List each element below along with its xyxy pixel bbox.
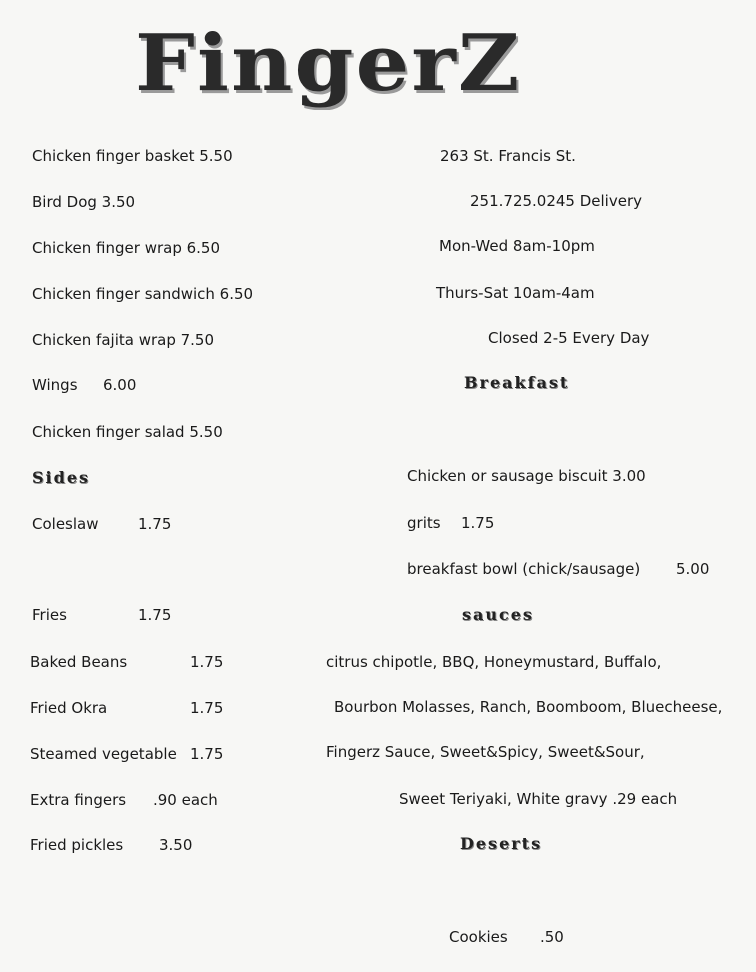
side-item-name: Coleslaw [32,515,99,533]
menu-item: Chicken finger wrap 6.50 [32,239,221,257]
sauce-line: citrus chipotle, BBQ, Honeymustard, Buffalo, [326,653,662,671]
side-item-price: 3.50 [159,836,193,854]
menu-item-name: Wings [32,376,78,394]
menu-item: Chicken finger salad 5.50 [32,423,223,441]
menu-item-price: 6.00 [103,376,137,394]
side-item-price: .90 each [153,791,218,809]
breakfast-item: Chicken or sausage biscuit 3.00 [407,467,646,485]
side-item-price: 1.75 [190,699,224,717]
side-item-name: Fries [32,606,67,624]
menu-item: Chicken finger sandwich 6.50 [32,285,254,303]
side-item-price: 1.75 [190,745,224,763]
address: 263 St. Francis St. [440,147,576,165]
sauces-heading: sauces [462,605,534,624]
breakfast-heading: Breakfast [464,373,570,392]
breakfast-item-name: grits [407,514,441,532]
side-item-name: Fried pickles [30,836,124,854]
menu-item: Chicken finger basket 5.50 [32,147,233,165]
breakfast-item-name: breakfast bowl (chick/sausage) [407,560,641,578]
breakfast-item-price: 1.75 [461,514,495,532]
menu-item: Chicken fajita wrap 7.50 [32,331,215,349]
menu-item: Bird Dog 3.50 [32,193,136,211]
side-item-name: Baked Beans [30,653,128,671]
menu-title: FingerZ [135,18,522,109]
side-item-name: Steamed vegetable [30,745,177,763]
side-item-name: Extra fingers [30,791,127,809]
side-item-price: 1.75 [190,653,224,671]
sauce-line: Sweet Teriyaki, White gravy .29 each [399,790,678,808]
hours-thurs-sat: Thurs-Sat 10am-4am [436,284,595,302]
deserts-heading: Deserts [460,834,543,853]
phone: 251.725.0245 Delivery [470,192,643,210]
closed-note: Closed 2-5 Every Day [488,329,650,347]
sauce-line: Fingerz Sauce, Sweet&Spicy, Sweet&Sour, [326,743,645,761]
sauce-line: Bourbon Molasses, Ranch, Boomboom, Bluecheese, [334,698,723,716]
hours-mon-wed: Mon-Wed 8am-10pm [439,237,595,255]
side-item-price: 1.75 [138,515,172,533]
desert-item-name: Cookies [449,928,508,946]
side-item-price: 1.75 [138,606,172,624]
sides-heading: Sides [32,468,91,487]
desert-item-price: .50 [540,928,564,946]
breakfast-item-price: 5.00 [676,560,710,578]
side-item-name: Fried Okra [30,699,108,717]
